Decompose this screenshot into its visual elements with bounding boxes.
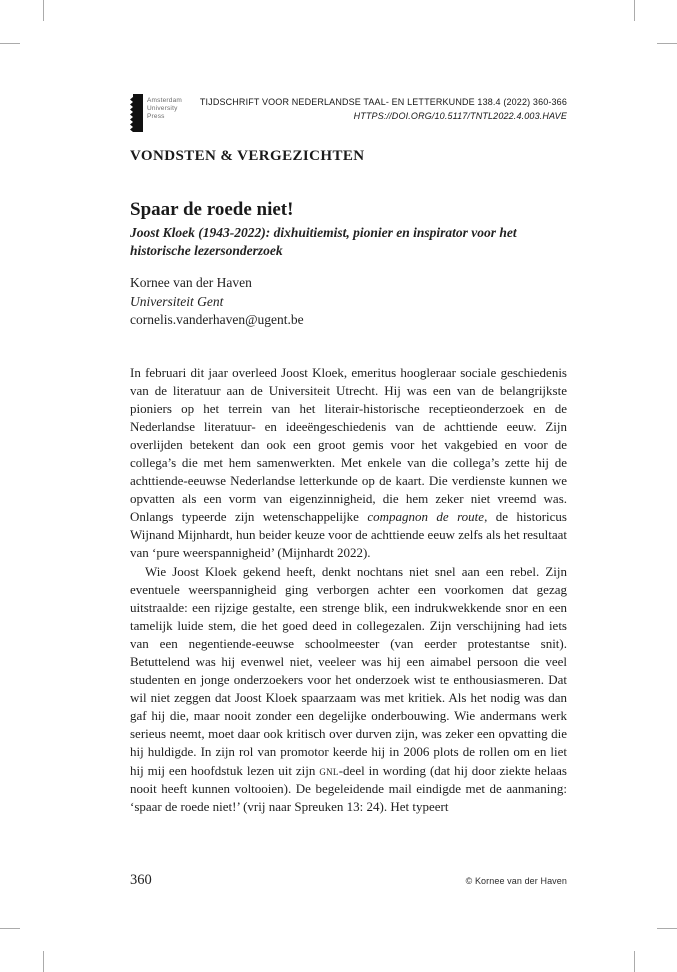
text-segment: -deel in wording (dat hij door ziekte helaas nooit heeft kunnen voltooien). De begeleidende mail eindigde met de aanmaning: ‘spaar de roede niet!’ (vrij naar Spreuken 13: 24). Het typeert	[130, 762, 567, 814]
author-affiliation: Universiteit Gent	[130, 293, 224, 309]
crop-mark-bottom-right-vertical	[634, 951, 635, 972]
publisher-logo	[130, 94, 182, 132]
text-segment-smallcaps: gnl	[319, 762, 339, 778]
publisher-name	[147, 94, 182, 121]
publisher-logo-icon	[130, 94, 143, 132]
publisher-name-line: Amsterdam	[147, 97, 183, 104]
crop-mark-bottom-left-vertical	[43, 951, 44, 972]
page-header	[130, 94, 567, 132]
footer-copyright: © Kornee van der Haven	[465, 876, 567, 886]
journal-header-meta	[200, 94, 567, 123]
author-block	[130, 274, 567, 330]
text-segment: In februari dit jaar overleed Joost Kloek, emeritus hoogleraar sociale geschiedenis van de literatuur aan de Universiteit Utrecht. Hij was een van de belangrijkste pioniers op het terrein van het literair-historische receptieonderzoek en de Nederlandse literatuur- en ideeëngeschiedenis van de achttiende eeuw. Zijn overlijden betekent dan ook een groot gemis voor het vakgebied en voor de collega’s die met hem samenwerkten. Met enkele van die collega’s zette hij de achttiende-eeuwse Nederlandse letterkunde op de kaart. Die verdienste kunnen we opvatten als een vorm van eigenzinnigheid, die hem zeker niet vreemd was. Onlangs typeerde zijn wetenschappelijke	[130, 364, 567, 525]
text-segment: , de historicus Wijnand Mijnhardt, hun beider keuze voor de achttiende eeuw zelfs als het resultaat van ‘pure weerspannigheid’ (Mijnhardt 2022).	[130, 509, 567, 561]
article-subtitle: Joost Kloek (1943-2022): dixhuitiemist, pionier en inspirator voor het historische lezersonderzoek	[130, 225, 517, 258]
publisher-name-line: Press	[147, 113, 165, 120]
journal-citation-line: TIJDSCHRIFT VOOR NEDERLANDSE TAAL- EN LETTERKUNDE 138.4 (2022) 360-366	[199, 97, 567, 107]
page-footer	[130, 872, 567, 889]
crop-mark-top-right-horizontal	[657, 43, 677, 44]
section-label: VONDSTEN & VERGEZICHTEN	[130, 148, 365, 164]
paragraph	[130, 563, 567, 816]
crop-mark-top-right-vertical	[634, 0, 635, 21]
article-title: Spaar de roede niet!	[130, 199, 294, 220]
crop-mark-top-left-vertical	[43, 0, 44, 21]
crop-mark-top-left-horizontal	[0, 43, 20, 44]
text-segment-italic: compagnon de route	[367, 509, 485, 525]
text-segment: Wie Joost Kloek gekend heeft, denkt nochtans niet snel aan een rebel. Zijn eventuele weerspannigheid ging verborgen achter een voorkomen dat gezag uitstraalde: een rijzige gestalte, een strenge blik, een indrukwekkende snor en een tamelijk luide stem, die het goed deed in collegezalen. Zijn verschijning had iets van een negentiende-eeuwse schoolmeester (van eerder protestantse snit). Betuttelend was hij evenwel niet, veeleer was hij een aimabel persoon die veel studenten en jonge onderzoekers voor het onderzoek wist te enthousiasmeren. Dat wil niet zeggen dat Joost Kloek spaarzaam was met kritiek. Als het nodig was dan gaf hij die, maar nooit zonder een degelijke onderbouwing. Wie andermans werk serieus neemt, moet daar ook kritisch over durven zijn, was zeker een opvatting die hij huldigde. In zijn rol van promotor keerde hij in 2006 plots de rollen om en liet hij mij een hoofdstuk lezen uit zijn	[130, 563, 567, 778]
paragraph	[130, 364, 567, 563]
crop-mark-bottom-left-horizontal	[0, 928, 20, 929]
body-paragraphs	[130, 364, 567, 816]
page-content	[130, 94, 567, 816]
author-email: cornelis.vanderhaven@ugent.be	[130, 312, 304, 327]
crop-mark-bottom-right-horizontal	[657, 928, 677, 929]
footer-page-number: 360	[130, 872, 152, 888]
doi-line: HTTPS://DOI.ORG/10.5117/TNTL2022.4.003.HAVE	[353, 110, 567, 121]
author-name: Kornee van der Haven	[130, 275, 252, 290]
publisher-name-line: University	[147, 105, 178, 112]
